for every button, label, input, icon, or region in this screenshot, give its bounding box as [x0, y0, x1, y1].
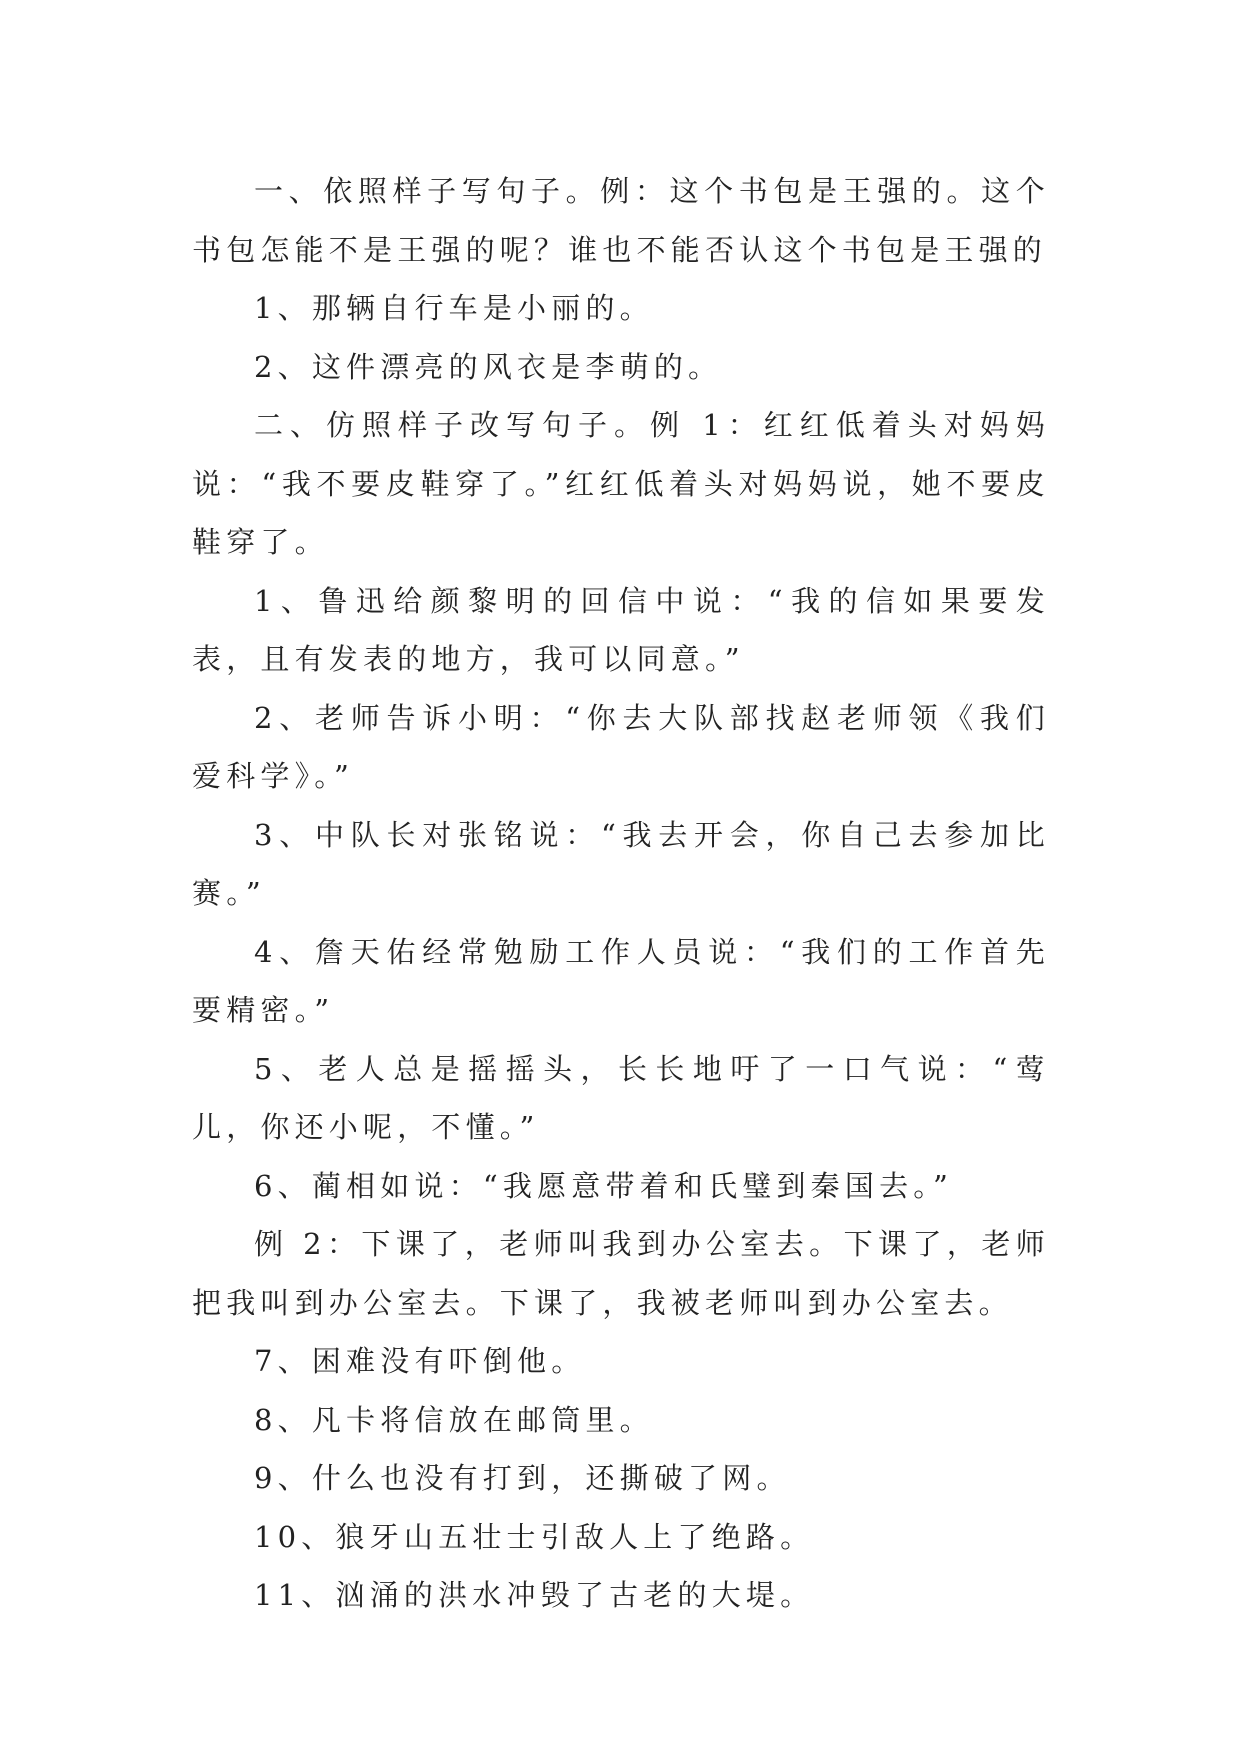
document-body: [192, 162, 1050, 1625]
paragraph-example-2: 例 2：下课了，老师叫我到办公室去。下课了，老师把我叫到办公室去。下课了，我被老师叫到办公室去。: [192, 1227, 1050, 1320]
exercise-item: 5、老人总是摇摇头，长长地吁了一口气说：“莺儿，你还小呢，不懂。”: [192, 1051, 1050, 1144]
exercise-item: 1、那辆自行车是小丽的。: [254, 291, 654, 325]
paragraph-section-1-instruction: 一、依照样子写句子。例：这个书包是王强的。这个书包怎能不是王强的呢？谁也不能否认这个书包是王强的: [192, 174, 1050, 267]
exercise-item: 6、蔺相如说：“我愿意带着和氏璧到秦国去。”: [254, 1168, 954, 1203]
exercise-item: 9、什么也没有打到，还撕破了网。: [254, 1461, 791, 1495]
exercise-item: 3、中队长对张铭说：“我去开会，你自己去参加比赛。”: [192, 817, 1050, 910]
exercise-item: 11、汹涌的洪水冲毁了古老的大堤。: [254, 1578, 815, 1612]
exercise-item: 4、詹天佑经常勉励工作人员说：“我们的工作首先要精密。”: [192, 934, 1050, 1027]
exercise-item: 7、困难没有吓倒他。: [254, 1344, 586, 1378]
paragraph-section-2-instruction: 二、仿照样子改写句子。例 1：红红低着头对妈妈说：“我不要皮鞋穿了。”红红低着头对妈妈说，她不要皮鞋穿了。: [192, 408, 1050, 559]
exercise-item: 10、狼牙山五壮士引敌人上了绝路。: [254, 1519, 815, 1554]
exercise-item: 8、凡卡将信放在邮筒里。: [254, 1402, 654, 1437]
exercise-item: 2、老师告诉小明：“你去大队部找赵老师领《我们爱科学》。”: [192, 700, 1050, 793]
exercise-item: 2、这件漂亮的风衣是李萌的。: [254, 349, 723, 384]
exercise-item: 1、鲁迅给颜黎明的回信中说：“我的信如果要发表，且有发表的地方，我可以同意。”: [192, 583, 1050, 676]
